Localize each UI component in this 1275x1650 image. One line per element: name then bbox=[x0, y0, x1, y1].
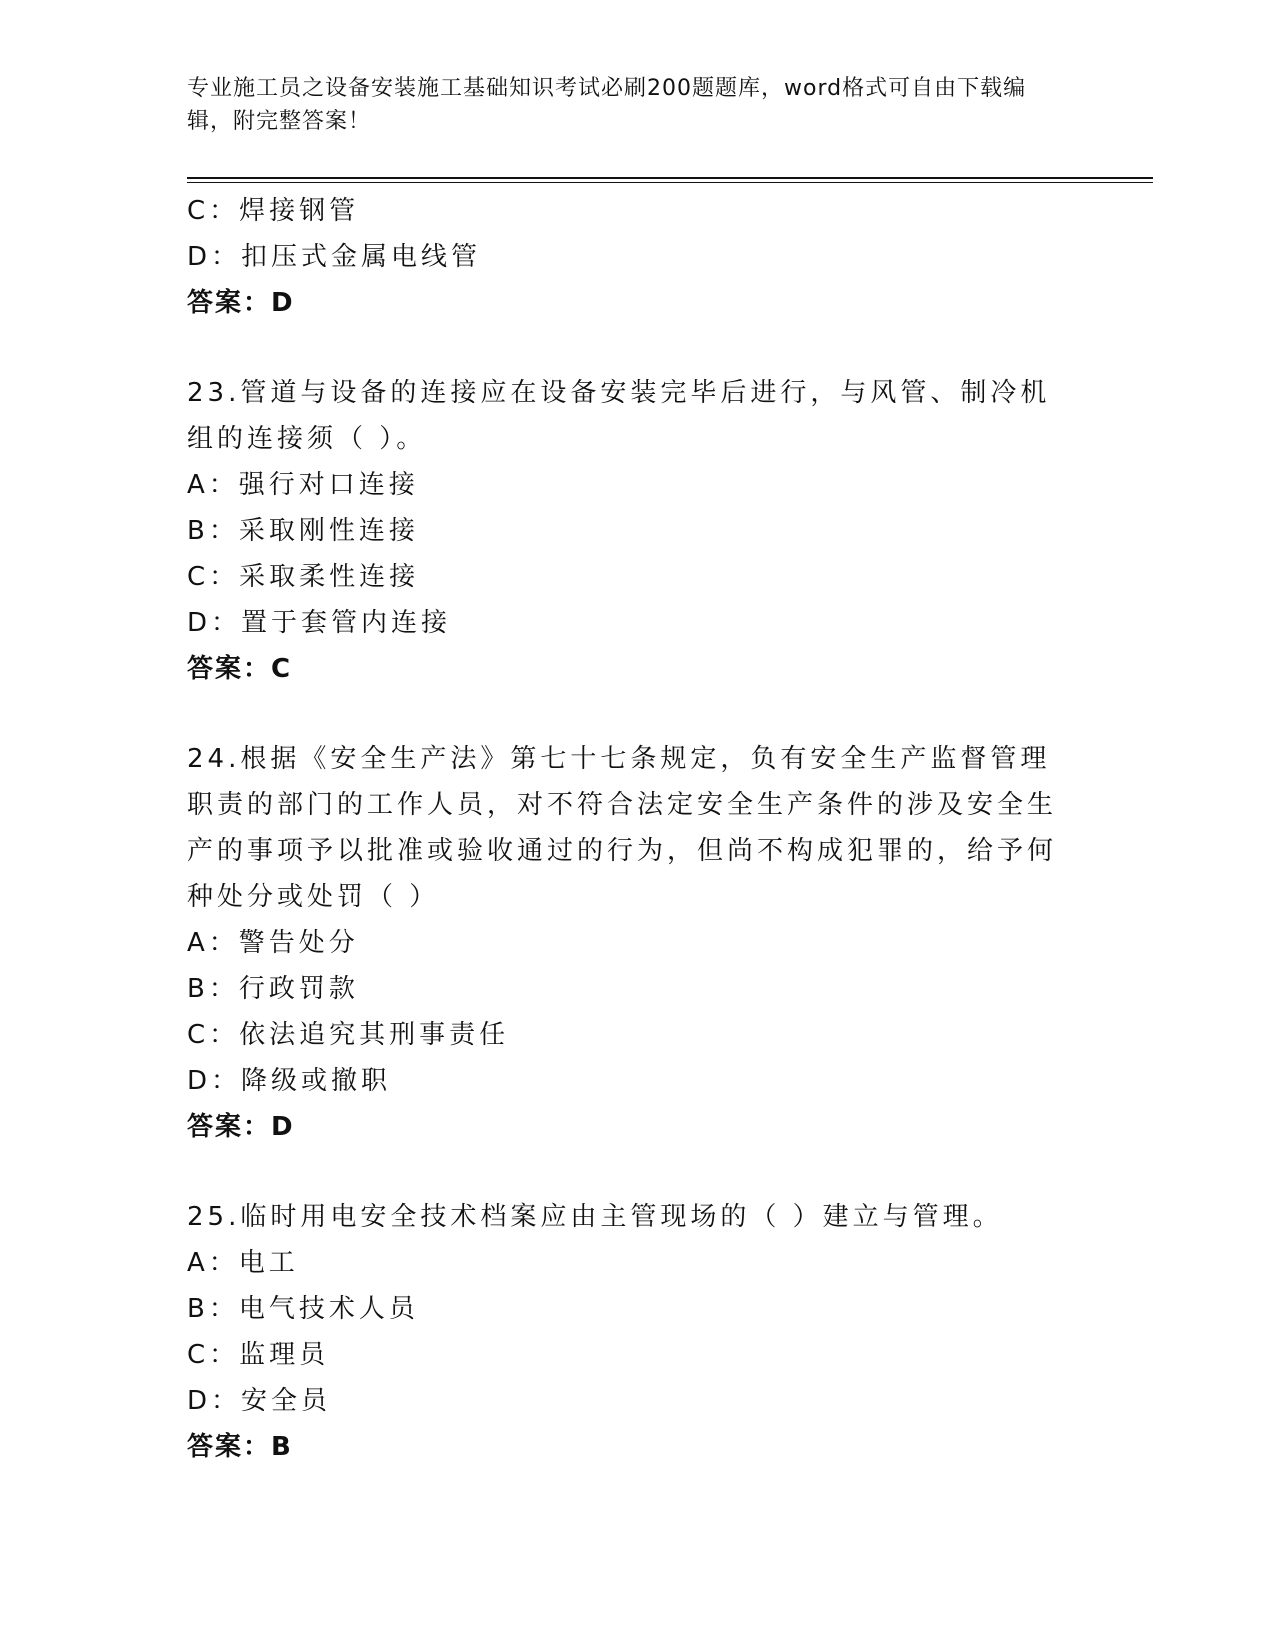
question-block-24 bbox=[187, 736, 1077, 1150]
option-a: A：警告处分 bbox=[187, 928, 359, 958]
option-c: C：依法追究其刑事责任 bbox=[187, 1020, 510, 1050]
spacer bbox=[187, 326, 1077, 370]
answer-line: 答案：C bbox=[187, 654, 293, 684]
option-d: D：置于套管内连接 bbox=[187, 608, 452, 638]
option-b: B：采取刚性连接 bbox=[187, 516, 419, 546]
question-block-23 bbox=[187, 370, 1077, 692]
question-list bbox=[187, 188, 1077, 1470]
question-stem: 24.根据《安全生产法》第七十七条规定，负有安全生产监督管理职责的部门的工作人员，对不符合法定安全生产条件的涉及安全生产的事项予以批准或验收通过的行为，但尚不构成犯罪的，给予何种处分或处罚（ ） bbox=[187, 744, 1058, 912]
option-c: C：采取柔性连接 bbox=[187, 562, 420, 592]
header-divider-thin bbox=[187, 182, 1153, 183]
header-title: 专业施工员之设备安装施工基础知识考试必刷200题题库，word格式可自由下载编辑，附完整答案！ bbox=[187, 76, 1027, 134]
option-d: D：安全员 bbox=[187, 1386, 332, 1416]
answer-line: 答案：D bbox=[187, 1112, 295, 1142]
option-b: B：行政罚款 bbox=[187, 974, 359, 1004]
question-stem: 25.临时用电安全技术档案应由主管现场的（ ）建立与管理。 bbox=[187, 1202, 1003, 1232]
option-b: B：电气技术人员 bbox=[187, 1294, 419, 1324]
option-c: C：焊接钢管 bbox=[187, 196, 360, 226]
option-d: D：扣压式金属电线管 bbox=[187, 242, 482, 272]
page-header bbox=[187, 72, 1067, 138]
question-block-25 bbox=[187, 1194, 1077, 1470]
question-block-prev bbox=[187, 188, 1077, 326]
question-stem: 23.管道与设备的连接应在设备安装完毕后进行，与风管、制冷机组的连接须（ ）。 bbox=[187, 378, 1051, 454]
option-a: A：强行对口连接 bbox=[187, 470, 419, 500]
answer-line: 答案：B bbox=[187, 1432, 293, 1462]
option-d: D：降级或撤职 bbox=[187, 1066, 392, 1096]
spacer bbox=[187, 692, 1077, 736]
option-a: A：电工 bbox=[187, 1248, 299, 1278]
spacer bbox=[187, 1150, 1077, 1194]
header-divider-thick bbox=[187, 177, 1153, 179]
option-c: C：监理员 bbox=[187, 1340, 330, 1370]
answer-line: 答案：D bbox=[187, 288, 295, 318]
